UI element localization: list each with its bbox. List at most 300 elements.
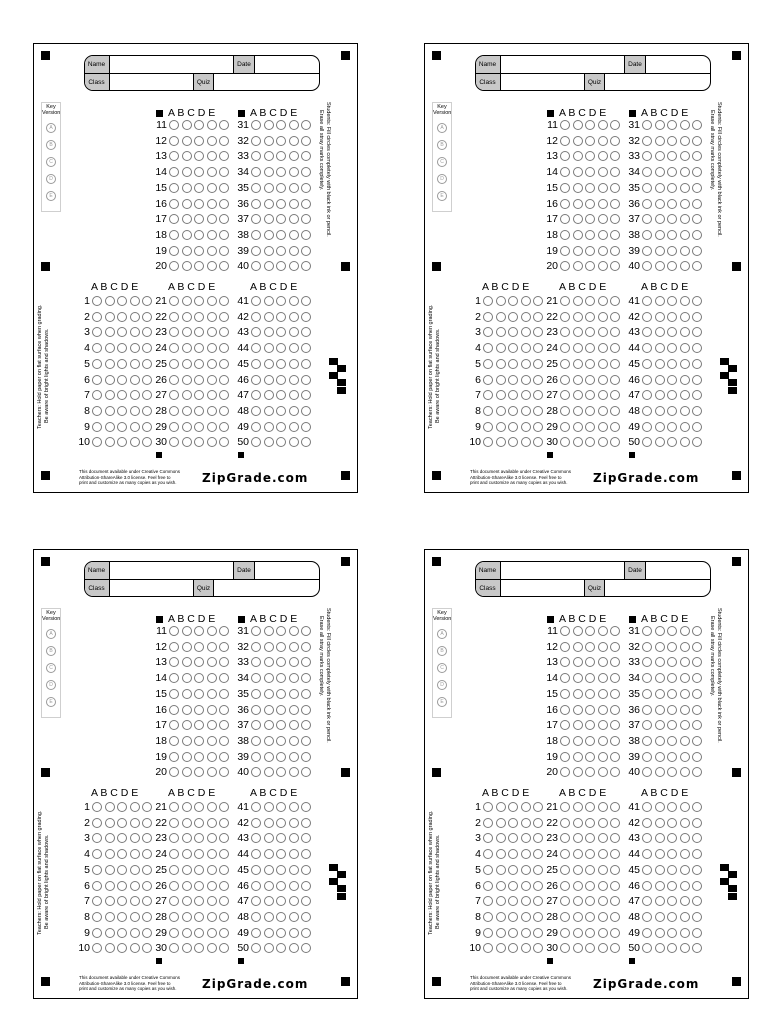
answer-bubble[interactable] (289, 261, 299, 271)
answer-bubble[interactable] (289, 296, 299, 306)
answer-bubble[interactable] (207, 912, 217, 922)
answer-bubble[interactable] (585, 437, 595, 447)
answer-bubble[interactable] (219, 849, 229, 859)
answer-bubble[interactable] (219, 673, 229, 683)
answer-bubble[interactable] (483, 802, 493, 812)
answer-bubble[interactable] (301, 912, 311, 922)
answer-bubble[interactable] (692, 802, 702, 812)
answer-bubble[interactable] (289, 327, 299, 337)
answer-bubble[interactable] (194, 167, 204, 177)
answer-bubble[interactable] (573, 642, 583, 652)
answer-bubble[interactable] (667, 689, 677, 699)
answer-bubble[interactable] (483, 896, 493, 906)
answer-bubble[interactable] (560, 312, 570, 322)
answer-bubble[interactable] (251, 849, 261, 859)
answer-bubble[interactable] (276, 343, 286, 353)
answer-bubble[interactable] (496, 390, 506, 400)
answer-bubble[interactable] (264, 375, 274, 385)
answer-bubble[interactable] (182, 865, 192, 875)
key-version-bubble[interactable]: E (437, 697, 447, 707)
answer-bubble[interactable] (301, 767, 311, 777)
answer-bubble[interactable] (301, 151, 311, 161)
answer-bubble[interactable] (496, 343, 506, 353)
answer-bubble[interactable] (194, 296, 204, 306)
answer-bubble[interactable] (194, 183, 204, 193)
answer-bubble[interactable] (573, 720, 583, 730)
answer-bubble[interactable] (598, 422, 608, 432)
answer-bubble[interactable] (585, 943, 595, 953)
answer-bubble[interactable] (289, 849, 299, 859)
answer-bubble[interactable] (598, 390, 608, 400)
answer-bubble[interactable] (496, 327, 506, 337)
answer-bubble[interactable] (251, 802, 261, 812)
answer-bubble[interactable] (289, 673, 299, 683)
answer-bubble[interactable] (182, 312, 192, 322)
answer-bubble[interactable] (655, 943, 665, 953)
answer-bubble[interactable] (182, 657, 192, 667)
answer-bubble[interactable] (207, 422, 217, 432)
answer-bubble[interactable] (130, 912, 140, 922)
answer-bubble[interactable] (598, 214, 608, 224)
answer-bubble[interactable] (598, 246, 608, 256)
answer-bubble[interactable] (560, 626, 570, 636)
answer-bubble[interactable] (573, 167, 583, 177)
answer-bubble[interactable] (655, 705, 665, 715)
answer-bubble[interactable] (207, 818, 217, 828)
answer-bubble[interactable] (289, 943, 299, 953)
answer-bubble[interactable] (680, 214, 690, 224)
answer-bubble[interactable] (194, 881, 204, 891)
answer-bubble[interactable] (251, 199, 261, 209)
answer-bubble[interactable] (692, 818, 702, 828)
answer-bubble[interactable] (667, 943, 677, 953)
answer-bubble[interactable] (667, 296, 677, 306)
answer-bubble[interactable] (117, 833, 127, 843)
answer-bubble[interactable] (301, 183, 311, 193)
answer-bubble[interactable] (642, 312, 652, 322)
answer-bubble[interactable] (105, 943, 115, 953)
answer-bubble[interactable] (301, 657, 311, 667)
answer-bubble[interactable] (207, 802, 217, 812)
answer-bubble[interactable] (598, 818, 608, 828)
answer-bubble[interactable] (521, 437, 531, 447)
answer-bubble[interactable] (182, 673, 192, 683)
answer-bubble[interactable] (276, 865, 286, 875)
answer-bubble[interactable] (219, 752, 229, 762)
answer-bubble[interactable] (598, 183, 608, 193)
answer-bubble[interactable] (642, 151, 652, 161)
answer-bubble[interactable] (496, 296, 506, 306)
answer-bubble[interactable] (276, 296, 286, 306)
answer-bubble[interactable] (680, 183, 690, 193)
answer-bubble[interactable] (680, 230, 690, 240)
answer-bubble[interactable] (598, 705, 608, 715)
answer-bubble[interactable] (483, 390, 493, 400)
answer-bubble[interactable] (276, 390, 286, 400)
answer-bubble[interactable] (207, 689, 217, 699)
answer-bubble[interactable] (92, 912, 102, 922)
answer-bubble[interactable] (496, 881, 506, 891)
answer-bubble[interactable] (496, 312, 506, 322)
answer-bubble[interactable] (692, 230, 702, 240)
answer-bubble[interactable] (610, 642, 620, 652)
answer-bubble[interactable] (276, 928, 286, 938)
answer-bubble[interactable] (301, 705, 311, 715)
answer-bubble[interactable] (667, 375, 677, 385)
answer-bubble[interactable] (598, 343, 608, 353)
answer-bubble[interactable] (655, 120, 665, 130)
answer-bubble[interactable] (92, 312, 102, 322)
answer-bubble[interactable] (585, 896, 595, 906)
answer-bubble[interactable] (289, 881, 299, 891)
answer-bubble[interactable] (598, 720, 608, 730)
answer-bubble[interactable] (496, 375, 506, 385)
answer-bubble[interactable] (117, 818, 127, 828)
answer-bubble[interactable] (642, 343, 652, 353)
answer-bubble[interactable] (130, 865, 140, 875)
answer-bubble[interactable] (251, 818, 261, 828)
answer-bubble[interactable] (276, 626, 286, 636)
answer-bubble[interactable] (667, 261, 677, 271)
answer-bubble[interactable] (182, 375, 192, 385)
answer-bubble[interactable] (598, 642, 608, 652)
answer-bubble[interactable] (598, 230, 608, 240)
answer-bubble[interactable] (667, 705, 677, 715)
answer-bubble[interactable] (182, 167, 192, 177)
answer-bubble[interactable] (169, 422, 179, 432)
answer-bubble[interactable] (251, 183, 261, 193)
answer-bubble[interactable] (508, 818, 518, 828)
answer-bubble[interactable] (301, 406, 311, 416)
answer-bubble[interactable] (508, 375, 518, 385)
answer-bubble[interactable] (194, 199, 204, 209)
answer-bubble[interactable] (560, 705, 570, 715)
name-field[interactable] (110, 56, 234, 73)
answer-bubble[interactable] (194, 928, 204, 938)
answer-bubble[interactable] (251, 214, 261, 224)
answer-bubble[interactable] (194, 912, 204, 922)
answer-bubble[interactable] (560, 767, 570, 777)
answer-bubble[interactable] (680, 406, 690, 416)
answer-bubble[interactable] (585, 912, 595, 922)
answer-bubble[interactable] (508, 802, 518, 812)
answer-bubble[interactable] (560, 912, 570, 922)
answer-bubble[interactable] (585, 167, 595, 177)
answer-bubble[interactable] (264, 246, 274, 256)
answer-bubble[interactable] (692, 375, 702, 385)
answer-bubble[interactable] (692, 705, 702, 715)
answer-bubble[interactable] (610, 199, 620, 209)
answer-bubble[interactable] (182, 183, 192, 193)
answer-bubble[interactable] (667, 626, 677, 636)
answer-bubble[interactable] (585, 246, 595, 256)
answer-bubble[interactable] (483, 818, 493, 828)
answer-bubble[interactable] (264, 928, 274, 938)
answer-bubble[interactable] (598, 261, 608, 271)
answer-bubble[interactable] (655, 136, 665, 146)
answer-bubble[interactable] (610, 657, 620, 667)
answer-bubble[interactable] (642, 327, 652, 337)
answer-bubble[interactable] (264, 802, 274, 812)
answer-bubble[interactable] (264, 720, 274, 730)
answer-bubble[interactable] (483, 327, 493, 337)
answer-bubble[interactable] (301, 642, 311, 652)
answer-bubble[interactable] (276, 849, 286, 859)
answer-bubble[interactable] (105, 312, 115, 322)
answer-bubble[interactable] (598, 928, 608, 938)
answer-bubble[interactable] (642, 943, 652, 953)
answer-bubble[interactable] (194, 151, 204, 161)
quiz-field[interactable] (605, 580, 710, 597)
answer-bubble[interactable] (692, 183, 702, 193)
answer-bubble[interactable] (655, 261, 665, 271)
answer-bubble[interactable] (560, 818, 570, 828)
answer-bubble[interactable] (289, 120, 299, 130)
answer-bubble[interactable] (105, 296, 115, 306)
answer-bubble[interactable] (508, 327, 518, 337)
answer-bubble[interactable] (521, 343, 531, 353)
answer-bubble[interactable] (642, 120, 652, 130)
answer-bubble[interactable] (130, 312, 140, 322)
answer-bubble[interactable] (642, 246, 652, 256)
answer-bubble[interactable] (655, 689, 665, 699)
answer-bubble[interactable] (117, 896, 127, 906)
answer-bubble[interactable] (585, 261, 595, 271)
key-version-bubble[interactable]: A (46, 629, 56, 639)
answer-bubble[interactable] (573, 912, 583, 922)
key-version-bubble[interactable]: B (46, 140, 56, 150)
answer-bubble[interactable] (560, 167, 570, 177)
answer-bubble[interactable] (194, 642, 204, 652)
answer-bubble[interactable] (680, 327, 690, 337)
answer-bubble[interactable] (264, 912, 274, 922)
answer-bubble[interactable] (573, 657, 583, 667)
answer-bubble[interactable] (169, 736, 179, 746)
answer-bubble[interactable] (207, 767, 217, 777)
answer-bubble[interactable] (169, 183, 179, 193)
answer-bubble[interactable] (680, 626, 690, 636)
answer-bubble[interactable] (276, 736, 286, 746)
answer-bubble[interactable] (642, 199, 652, 209)
answer-bubble[interactable] (219, 928, 229, 938)
answer-bubble[interactable] (598, 849, 608, 859)
answer-bubble[interactable] (642, 626, 652, 636)
answer-bubble[interactable] (301, 390, 311, 400)
answer-bubble[interactable] (182, 246, 192, 256)
answer-bubble[interactable] (251, 422, 261, 432)
answer-bubble[interactable] (219, 214, 229, 224)
answer-bubble[interactable] (289, 312, 299, 322)
answer-bubble[interactable] (207, 928, 217, 938)
answer-bubble[interactable] (130, 849, 140, 859)
key-version-bubble[interactable]: D (46, 174, 56, 184)
answer-bubble[interactable] (680, 167, 690, 177)
answer-bubble[interactable] (289, 767, 299, 777)
class-field[interactable] (110, 74, 194, 91)
answer-bubble[interactable] (508, 296, 518, 306)
answer-bubble[interactable] (560, 343, 570, 353)
answer-bubble[interactable] (508, 912, 518, 922)
answer-bubble[interactable] (560, 673, 570, 683)
answer-bubble[interactable] (182, 689, 192, 699)
answer-bubble[interactable] (667, 183, 677, 193)
answer-bubble[interactable] (521, 833, 531, 843)
answer-bubble[interactable] (301, 375, 311, 385)
answer-bubble[interactable] (680, 689, 690, 699)
answer-bubble[interactable] (655, 296, 665, 306)
answer-bubble[interactable] (610, 818, 620, 828)
answer-bubble[interactable] (610, 736, 620, 746)
answer-bubble[interactable] (219, 136, 229, 146)
answer-bubble[interactable] (508, 406, 518, 416)
answer-bubble[interactable] (289, 230, 299, 240)
answer-bubble[interactable] (560, 375, 570, 385)
answer-bubble[interactable] (219, 375, 229, 385)
answer-bubble[interactable] (301, 943, 311, 953)
answer-bubble[interactable] (610, 705, 620, 715)
answer-bubble[interactable] (573, 896, 583, 906)
answer-bubble[interactable] (289, 752, 299, 762)
answer-bubble[interactable] (130, 359, 140, 369)
answer-bubble[interactable] (251, 736, 261, 746)
answer-bubble[interactable] (610, 343, 620, 353)
answer-bubble[interactable] (105, 818, 115, 828)
answer-bubble[interactable] (219, 120, 229, 130)
answer-bubble[interactable] (105, 833, 115, 843)
answer-bubble[interactable] (610, 359, 620, 369)
answer-bubble[interactable] (642, 390, 652, 400)
key-version-bubble[interactable]: C (46, 157, 56, 167)
answer-bubble[interactable] (194, 230, 204, 240)
answer-bubble[interactable] (610, 849, 620, 859)
answer-bubble[interactable] (194, 120, 204, 130)
answer-bubble[interactable] (573, 261, 583, 271)
answer-bubble[interactable] (483, 849, 493, 859)
answer-bubble[interactable] (264, 818, 274, 828)
answer-bubble[interactable] (219, 359, 229, 369)
answer-bubble[interactable] (642, 689, 652, 699)
answer-bubble[interactable] (130, 943, 140, 953)
answer-bubble[interactable] (92, 422, 102, 432)
answer-bubble[interactable] (598, 167, 608, 177)
answer-bubble[interactable] (655, 928, 665, 938)
answer-bubble[interactable] (194, 767, 204, 777)
answer-bubble[interactable] (585, 230, 595, 240)
answer-bubble[interactable] (692, 359, 702, 369)
answer-bubble[interactable] (585, 390, 595, 400)
answer-bubble[interactable] (194, 849, 204, 859)
answer-bubble[interactable] (560, 327, 570, 337)
answer-bubble[interactable] (219, 896, 229, 906)
answer-bubble[interactable] (521, 390, 531, 400)
answer-bubble[interactable] (521, 422, 531, 432)
answer-bubble[interactable] (251, 752, 261, 762)
key-version-bubble[interactable]: D (46, 680, 56, 690)
answer-bubble[interactable] (207, 343, 217, 353)
answer-bubble[interactable] (105, 327, 115, 337)
answer-bubble[interactable] (92, 296, 102, 306)
answer-bubble[interactable] (573, 406, 583, 416)
answer-bubble[interactable] (194, 802, 204, 812)
answer-bubble[interactable] (169, 802, 179, 812)
answer-bubble[interactable] (680, 881, 690, 891)
answer-bubble[interactable] (289, 390, 299, 400)
answer-bubble[interactable] (194, 390, 204, 400)
answer-bubble[interactable] (642, 261, 652, 271)
answer-bubble[interactable] (92, 818, 102, 828)
answer-bubble[interactable] (508, 359, 518, 369)
answer-bubble[interactable] (169, 881, 179, 891)
answer-bubble[interactable] (680, 736, 690, 746)
answer-bubble[interactable] (610, 312, 620, 322)
answer-bubble[interactable] (182, 849, 192, 859)
answer-bubble[interactable] (560, 752, 570, 762)
answer-bubble[interactable] (182, 928, 192, 938)
answer-bubble[interactable] (496, 818, 506, 828)
answer-bubble[interactable] (560, 849, 570, 859)
key-version-bubble[interactable]: E (437, 191, 447, 201)
answer-bubble[interactable] (264, 896, 274, 906)
answer-bubble[interactable] (667, 422, 677, 432)
answer-bubble[interactable] (692, 720, 702, 730)
answer-bubble[interactable] (692, 406, 702, 416)
answer-bubble[interactable] (610, 390, 620, 400)
answer-bubble[interactable] (680, 767, 690, 777)
answer-bubble[interactable] (598, 359, 608, 369)
answer-bubble[interactable] (276, 261, 286, 271)
answer-bubble[interactable] (276, 673, 286, 683)
answer-bubble[interactable] (585, 183, 595, 193)
answer-bubble[interactable] (642, 752, 652, 762)
answer-bubble[interactable] (496, 849, 506, 859)
answer-bubble[interactable] (655, 912, 665, 922)
answer-bubble[interactable] (521, 881, 531, 891)
answer-bubble[interactable] (692, 390, 702, 400)
answer-bubble[interactable] (194, 422, 204, 432)
answer-bubble[interactable] (655, 673, 665, 683)
answer-bubble[interactable] (264, 865, 274, 875)
answer-bubble[interactable] (585, 312, 595, 322)
answer-bubble[interactable] (680, 359, 690, 369)
answer-bubble[interactable] (667, 896, 677, 906)
answer-bubble[interactable] (655, 214, 665, 224)
answer-bubble[interactable] (169, 943, 179, 953)
answer-bubble[interactable] (264, 833, 274, 843)
answer-bubble[interactable] (251, 673, 261, 683)
answer-bubble[interactable] (521, 912, 531, 922)
answer-bubble[interactable] (667, 849, 677, 859)
answer-bubble[interactable] (169, 246, 179, 256)
answer-bubble[interactable] (692, 736, 702, 746)
answer-bubble[interactable] (194, 261, 204, 271)
answer-bubble[interactable] (117, 943, 127, 953)
answer-bubble[interactable] (207, 657, 217, 667)
answer-bubble[interactable] (598, 673, 608, 683)
answer-bubble[interactable] (117, 359, 127, 369)
answer-bubble[interactable] (130, 390, 140, 400)
answer-bubble[interactable] (560, 230, 570, 240)
answer-bubble[interactable] (182, 120, 192, 130)
answer-bubble[interactable] (251, 881, 261, 891)
answer-bubble[interactable] (560, 214, 570, 224)
answer-bubble[interactable] (194, 865, 204, 875)
answer-bubble[interactable] (169, 437, 179, 447)
answer-bubble[interactable] (655, 246, 665, 256)
answer-bubble[interactable] (251, 767, 261, 777)
answer-bubble[interactable] (585, 327, 595, 337)
answer-bubble[interactable] (301, 343, 311, 353)
answer-bubble[interactable] (182, 833, 192, 843)
